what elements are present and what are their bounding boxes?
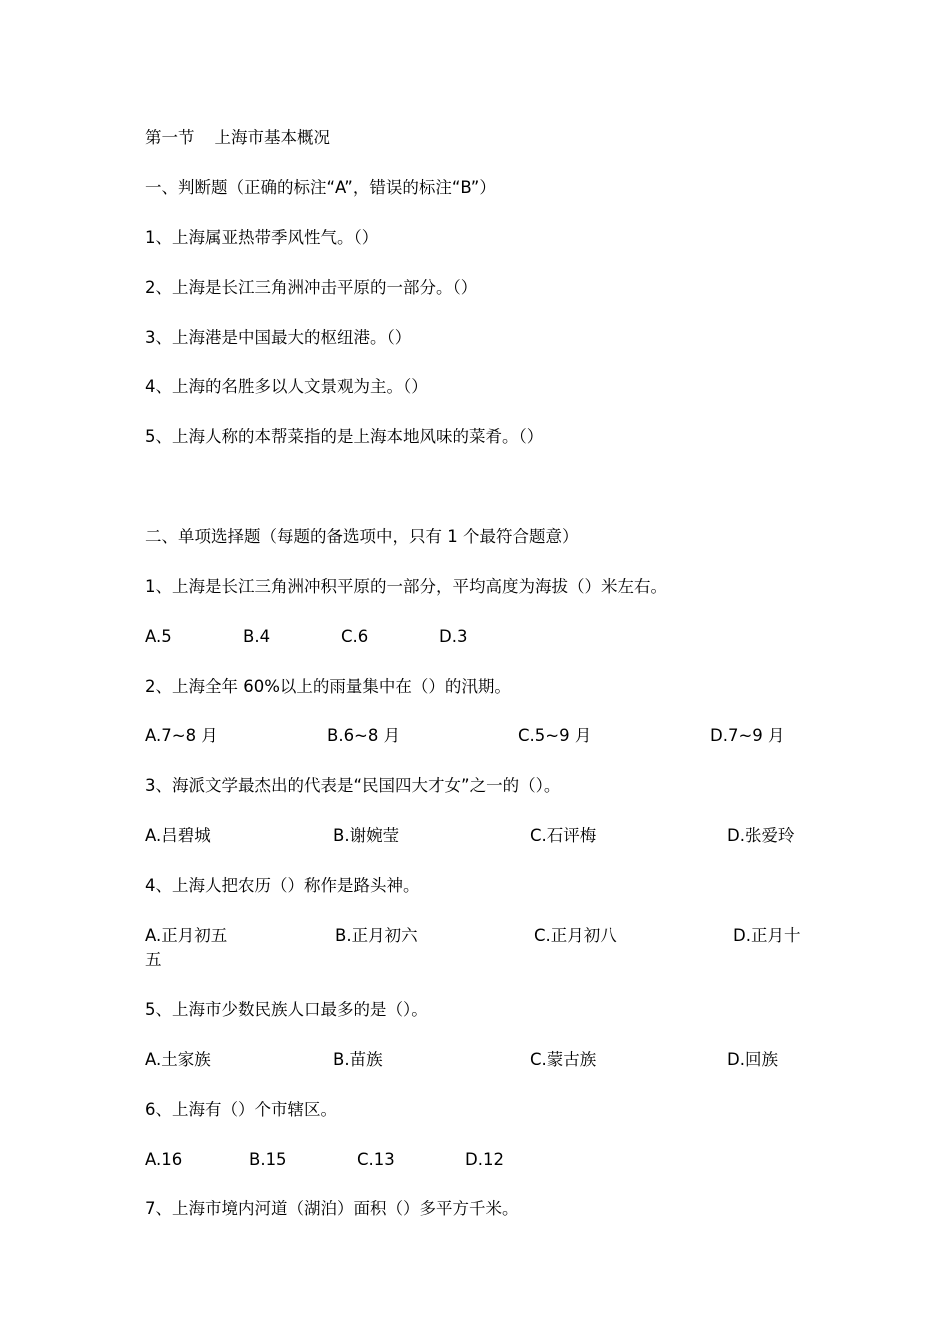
question-text: 7、上海市境内河道（湖泊）面积（）多平方千米。: [145, 1199, 519, 1218]
option-a: A.正月初五: [145, 926, 228, 945]
option-c: C.正月初八: [534, 926, 617, 945]
option-b: B.4: [243, 627, 271, 646]
option-d: D.张爱玲: [727, 826, 795, 845]
option-a: A.5: [145, 627, 172, 646]
question-options: [145, 824, 815, 848]
true-false-item: 1、上海属亚热带季风性气。（）: [145, 228, 379, 247]
true-false-item: 3、上海港是中国最大的枢纽港。（）: [145, 328, 412, 347]
option-a: A.7~8 月: [145, 726, 218, 745]
option-c: C.蒙古族: [530, 1050, 597, 1069]
option-a: A.土家族: [145, 1050, 211, 1069]
section-title-line: [145, 126, 815, 150]
question-text: 4、上海人把农历（）称作是路头神。: [145, 876, 420, 895]
question-options: [145, 1148, 815, 1172]
part1-heading: 一、判断题（正确的标注“A”，错误的标注“B”）: [145, 178, 496, 197]
true-false-item: 4、上海的名胜多以人文景观为主。（）: [145, 377, 428, 396]
question-text: 6、上海有（）个市辖区。: [145, 1100, 337, 1119]
option-c: C.石评梅: [530, 826, 597, 845]
section-subtitle: 上海市基本概况: [214, 128, 330, 147]
question-text: 1、上海是长江三角洲冲积平原的一部分，平均高度为海拔（）米左右。: [145, 577, 667, 596]
option-d: D.3: [439, 627, 468, 646]
true-false-item: 5、上海人称的本帮菜指的是上海本地风味的菜肴。（）: [145, 427, 544, 446]
option-d: D.正月十五: [145, 926, 801, 969]
question-options: [145, 724, 815, 748]
option-a: A.16: [145, 1150, 183, 1169]
option-c: C.6: [341, 627, 369, 646]
option-b: B.谢婉莹: [333, 826, 400, 845]
section-title: 第一节: [145, 128, 195, 147]
option-d: D.12: [465, 1150, 504, 1169]
option-b: B.正月初六: [335, 926, 418, 945]
question-options: [145, 625, 815, 649]
option-c: C.5~9 月: [518, 726, 592, 745]
option-d: D.7~9 月: [710, 726, 785, 745]
option-c: C.13: [357, 1150, 395, 1169]
question-text: 5、上海市少数民族人口最多的是（）。: [145, 1000, 428, 1019]
question-text: 3、海派文学最杰出的代表是“民国四大才女”之一的（）。: [145, 776, 561, 795]
option-b: B.苗族: [333, 1050, 383, 1069]
question-text: 2、上海全年 60%以上的雨量集中在（）的汛期。: [145, 677, 511, 696]
option-b: B.6~8 月: [327, 726, 401, 745]
option-d: D.回族: [727, 1050, 778, 1069]
true-false-item: 2、上海是长江三角洲冲击平原的一部分。（）: [145, 278, 478, 297]
option-a: A.吕碧城: [145, 826, 211, 845]
question-options: [145, 1048, 815, 1072]
option-b: B.15: [249, 1150, 287, 1169]
part2-heading: 二、单项选择题（每题的备选项中，只有 1 个最符合题意）: [145, 527, 579, 546]
question-options: [145, 924, 810, 972]
